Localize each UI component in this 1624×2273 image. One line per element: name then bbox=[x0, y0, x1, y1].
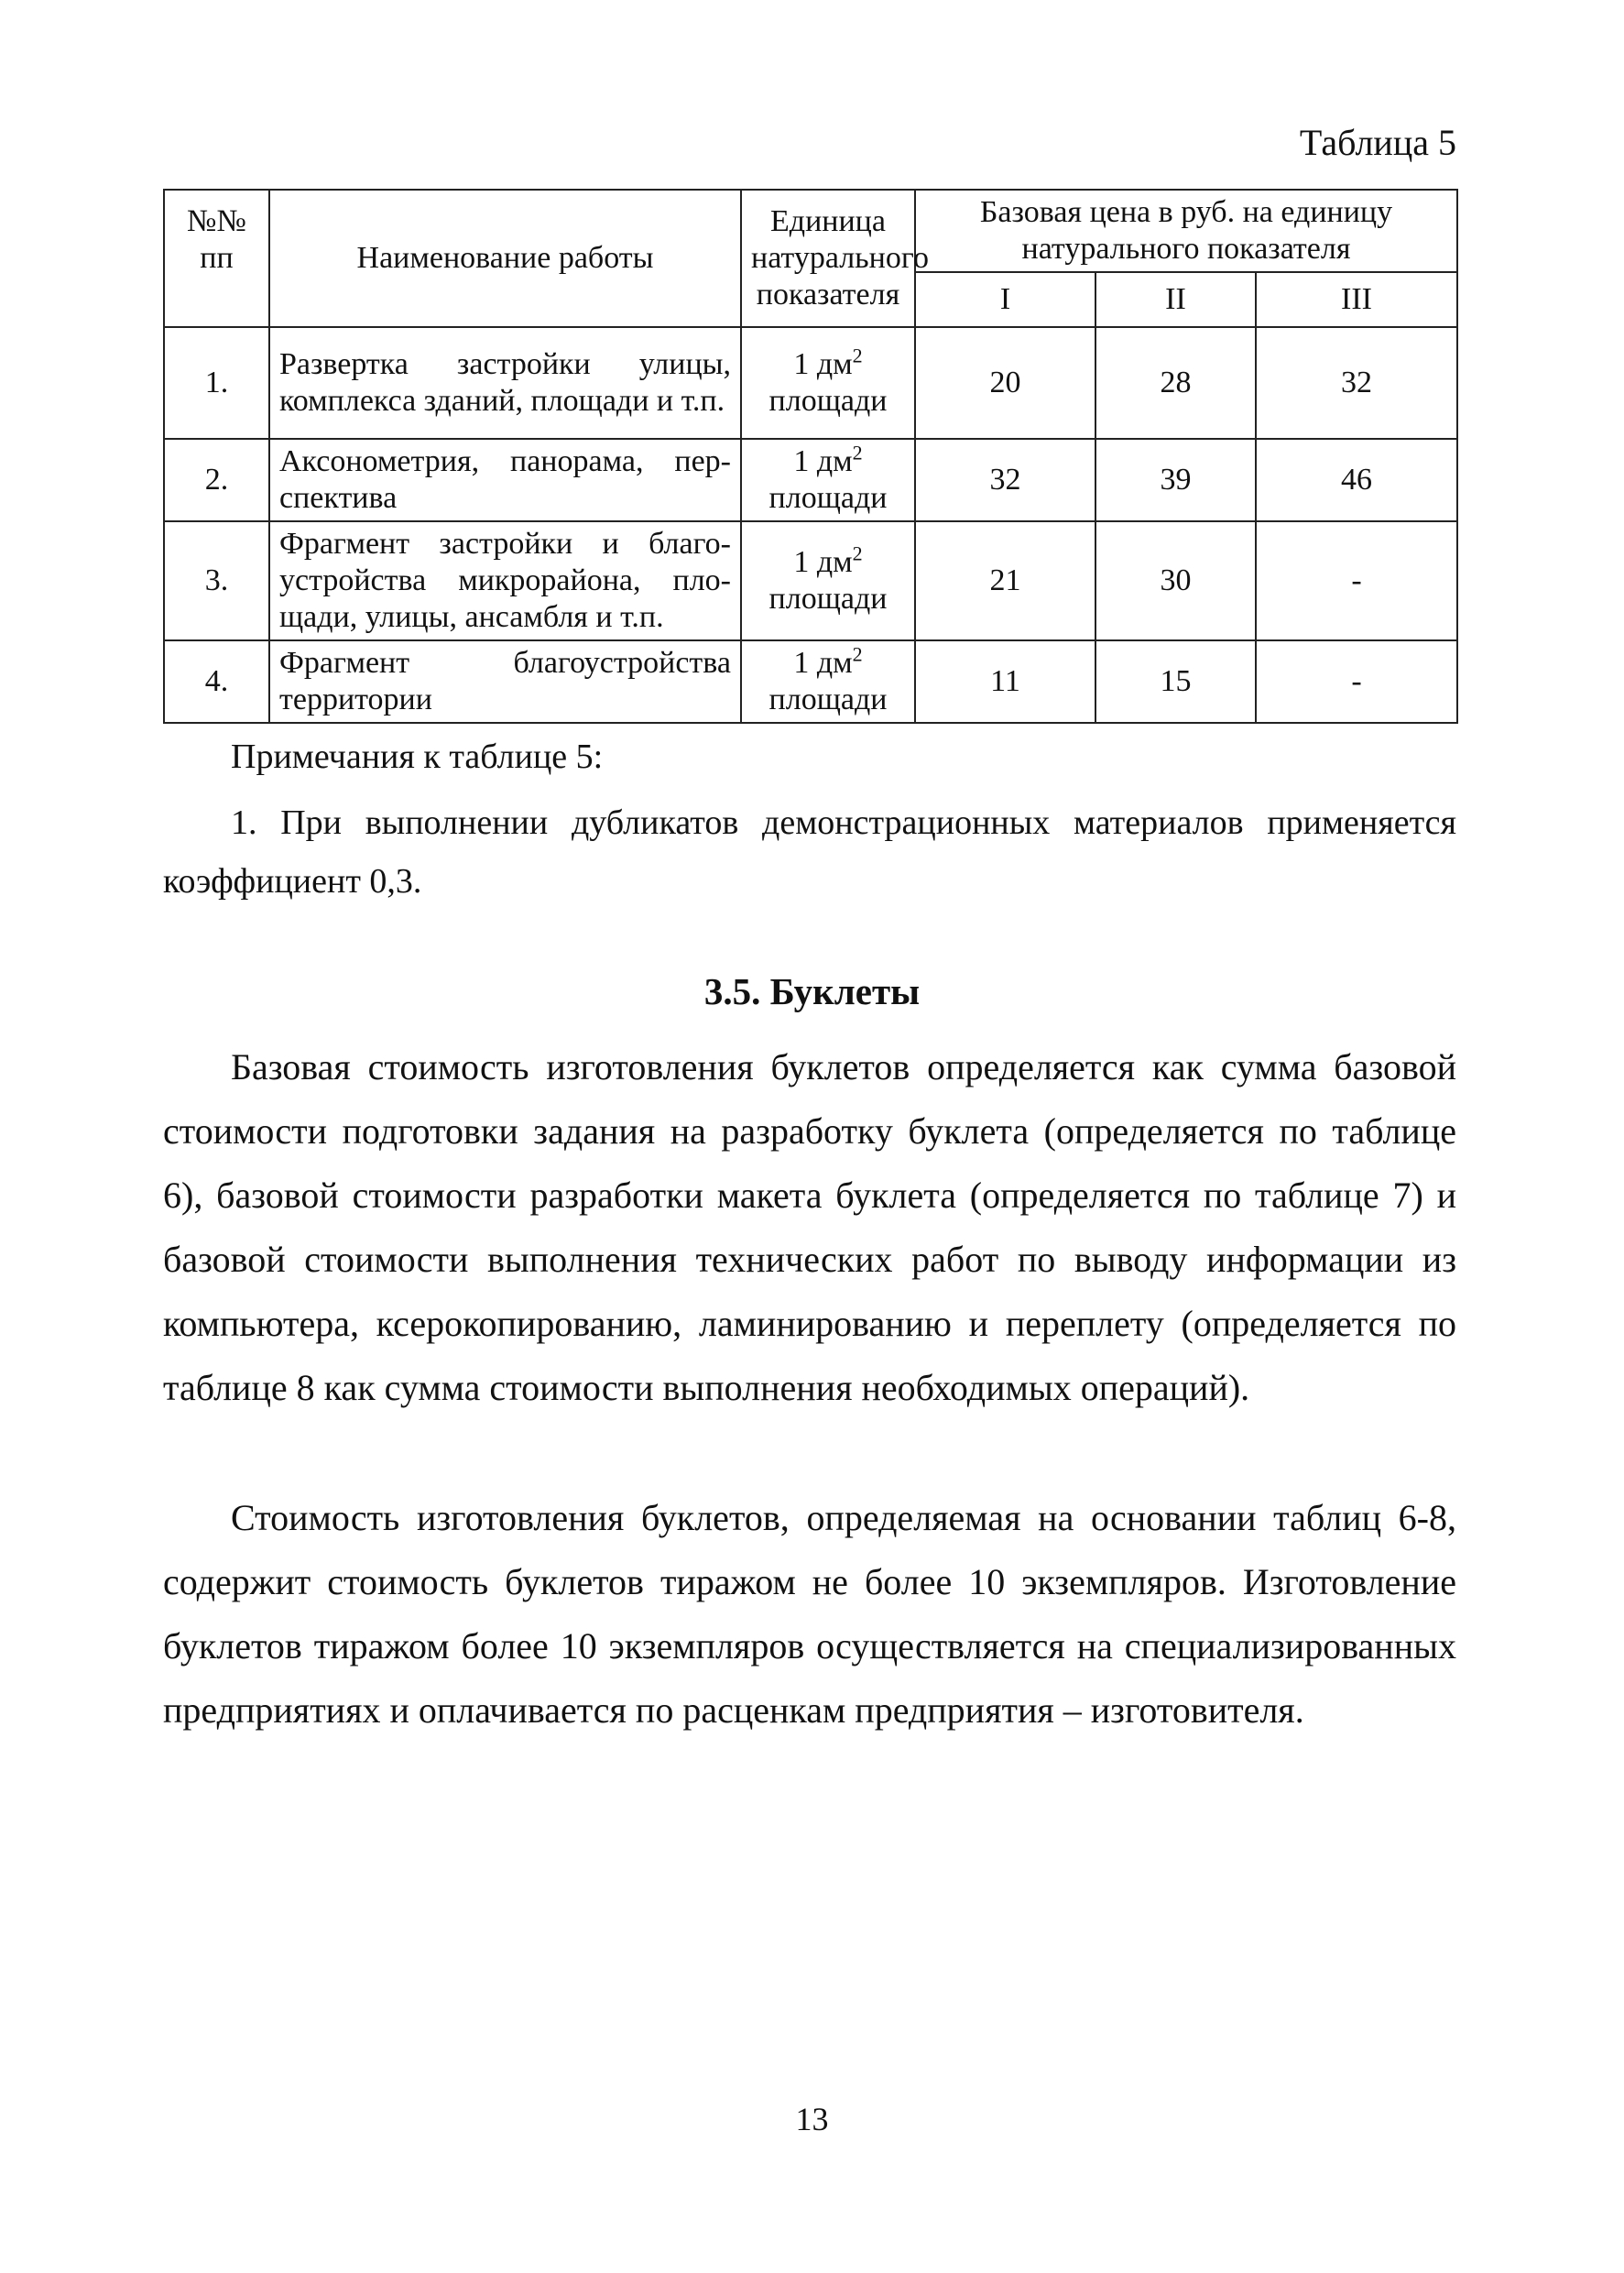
row-price-2: 39 bbox=[1095, 439, 1256, 521]
row-name: Фрагмент застройки и благо-устройства микрорайона, пло-щади, улицы, ансамбля и т.п. bbox=[269, 521, 741, 640]
row-number: 2. bbox=[164, 439, 269, 521]
row-price-1: 21 bbox=[915, 521, 1095, 640]
header-cat-1: I bbox=[915, 272, 1095, 327]
table-row bbox=[164, 327, 1457, 439]
row-price-1: 20 bbox=[915, 327, 1095, 439]
body-paragraph: Стоимость изготовления буклетов, определяемая на основании таблиц 6-8, содержит стоимость буклетов тиражом не более 10 экземпляров. Изготовление буклетов тиражом более 10 экземпляров осуществляется на специализированных предприятиях и оплачивается по расценкам предприятия – изготовителя. bbox=[163, 1497, 1456, 1731]
section-heading: 3.5. Буклеты bbox=[703, 970, 921, 1012]
row-price-2: 15 bbox=[1095, 640, 1256, 723]
header-price-group: Базовая цена в руб. на единицу натурального показателя bbox=[915, 190, 1457, 272]
table-row bbox=[164, 640, 1457, 723]
row-price-3: - bbox=[1256, 521, 1457, 640]
row-price-3: - bbox=[1256, 640, 1457, 723]
row-price-2: 30 bbox=[1095, 521, 1256, 640]
row-name: Фрагмент благоустройства территории bbox=[269, 640, 741, 723]
row-unit: 1 $дм^2$ площади bbox=[741, 327, 915, 439]
table-row bbox=[164, 521, 1457, 640]
body-paragraph: Базовая стоимость изготовления буклетов определяется как сумма базовой стоимости подготовки задания на разработку буклета (определяется по таблице 6), базовой стоимости разработки макета буклета (определяется по таблице 7) и базовой стоимости выполнения технических работ по выводу информации из компьютера, ксерокопированию, ламинированию и переплету (определяется по таблице 8 как сумма стоимости выполнения необходимых операций). bbox=[163, 1046, 1456, 1408]
price-table bbox=[163, 189, 1458, 724]
header-cat-3: III bbox=[1256, 272, 1457, 327]
header-name: Наименование работы bbox=[269, 190, 741, 327]
row-price-2: 28 bbox=[1095, 327, 1256, 439]
header-cat-2: II bbox=[1095, 272, 1256, 327]
note-item: 1. При выполнении дубликатов демонстрационных материалов применяется коэффициент 0,3. bbox=[163, 803, 1456, 901]
row-unit: 1 $дм^2$ площади bbox=[741, 439, 915, 521]
row-number: 1. bbox=[164, 327, 269, 439]
row-number: 4. bbox=[164, 640, 269, 723]
row-price-1: 32 bbox=[915, 439, 1095, 521]
page-number: 13 bbox=[795, 2101, 829, 2137]
notes-title: Примечания к таблице 5: bbox=[231, 738, 604, 776]
header-num: №№ пп bbox=[164, 190, 269, 327]
row-name: Аксонометрия, панорама, пер-спектива bbox=[269, 439, 741, 521]
row-price-1: 11 bbox=[915, 640, 1095, 723]
row-price-3: 46 bbox=[1256, 439, 1457, 521]
table-row bbox=[164, 439, 1457, 521]
row-number: 3. bbox=[164, 521, 269, 640]
row-unit: 1 $дм^2$ площади bbox=[741, 640, 915, 723]
row-price-3: 32 bbox=[1256, 327, 1457, 439]
row-unit: 1 $дм^2$ площади bbox=[741, 521, 915, 640]
table-caption: Таблица 5 bbox=[1299, 122, 1456, 163]
row-name: Развертка застройки улицы, комплекса зданий, площади и т.п. bbox=[269, 327, 741, 439]
header-unit: Единица натурального показателя bbox=[741, 190, 915, 327]
